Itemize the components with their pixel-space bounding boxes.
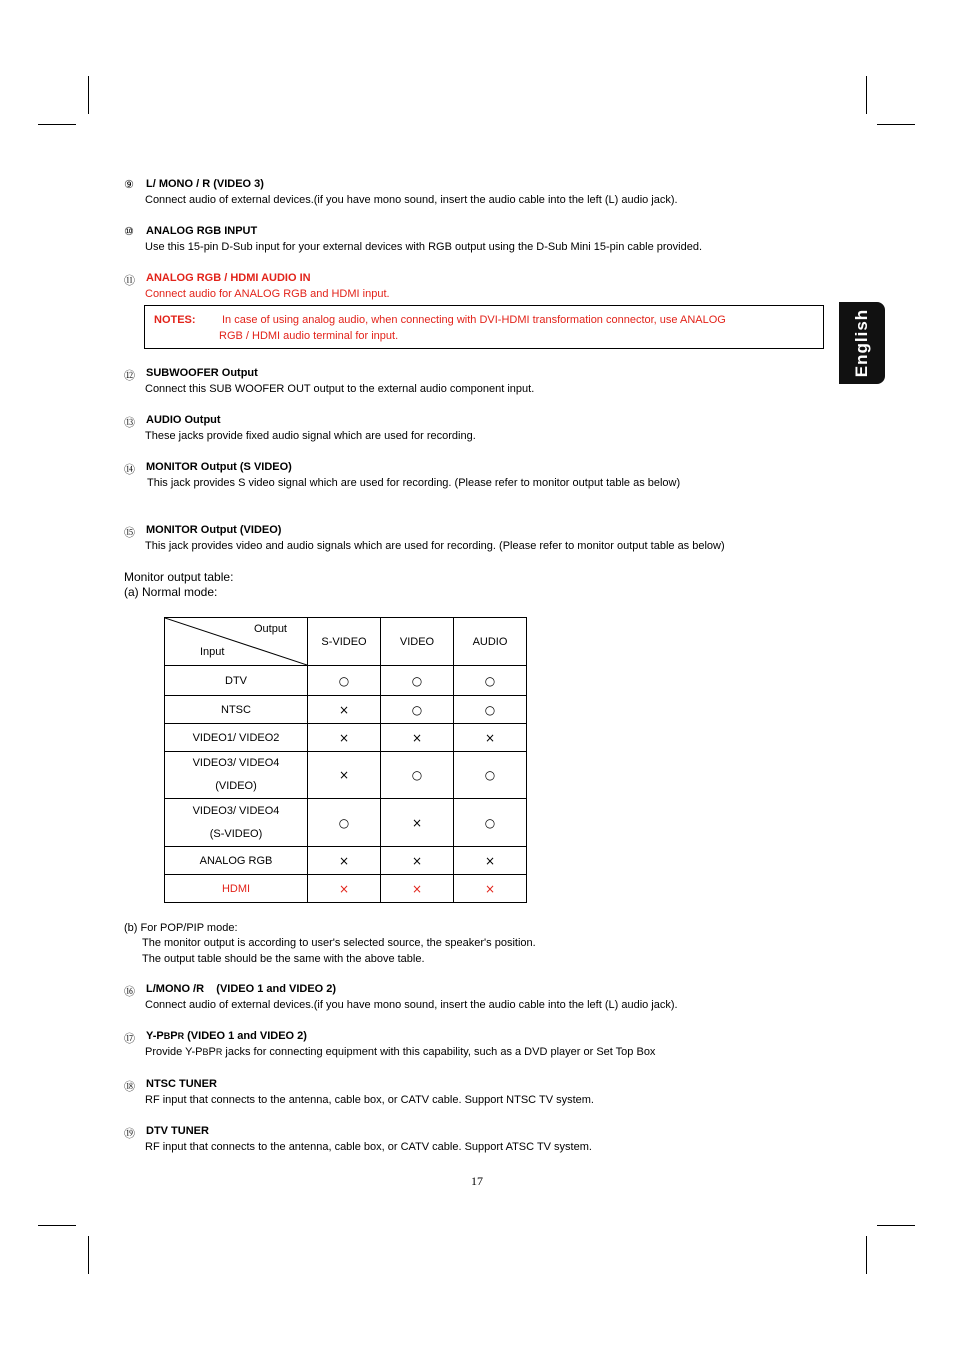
section-desc: Connect audio for ANALOG RGB and HDMI input. — [145, 288, 390, 300]
section-title: L/ MONO / R (VIDEO 3) — [146, 178, 264, 190]
cell-value: × — [381, 724, 454, 752]
notes-label: NOTES: — [154, 314, 196, 326]
section-desc: Connect this SUB WOOFER OUT output to the external audio component input. — [145, 383, 535, 395]
row-label: DTV — [165, 666, 308, 696]
table-row — [165, 724, 527, 752]
section-desc: This jack provides S video signal which are used for recording. (Please refer to monitor output table as below) — [147, 477, 681, 489]
crop-mark — [877, 1225, 915, 1226]
crop-mark — [866, 1236, 867, 1274]
row-label: NTSC — [165, 696, 308, 724]
section-desc: RF input that connects to the antenna, cable box, or CATV cable. Support ATSC TV system. — [145, 1141, 592, 1153]
column-header: VIDEO — [381, 618, 454, 666]
section-desc: These jacks provide fixed audio signal which are used for recording. — [145, 430, 476, 442]
column-header: AUDIO — [454, 618, 527, 666]
row-label: VIDEO1/ VIDEO2 — [165, 724, 308, 752]
cell-value: × — [308, 724, 381, 752]
table-row — [165, 752, 527, 799]
cell-value: ○ — [454, 799, 527, 847]
crop-mark — [88, 76, 89, 114]
table-row — [165, 875, 527, 903]
notes-text: RGB / HDMI audio terminal for input. — [219, 330, 399, 342]
table-row — [165, 799, 527, 847]
table-row — [165, 666, 527, 696]
row-label: VIDEO3/ VIDEO4 (S-VIDEO) — [165, 799, 308, 847]
page-number: 17 — [471, 1174, 483, 1188]
notes-box — [144, 305, 824, 349]
crop-mark — [88, 1236, 89, 1274]
crop-mark — [866, 76, 867, 114]
section-desc: Use this 15-pin D-Sub input for your external devices with RGB output using the D-Sub Mini 15-pin cable provided. — [145, 241, 703, 253]
cell-value: ○ — [454, 752, 527, 799]
section-desc: Connect audio of external devices.(if you have mono sound, insert the audio cable into the left (L) audio jack). — [145, 999, 678, 1011]
cell-value: × — [381, 875, 454, 903]
corner-cell — [165, 618, 308, 666]
pop-mode-label: (b) For POP/PIP mode: — [124, 922, 238, 934]
column-header: S-VIDEO — [308, 618, 381, 666]
cell-value: ○ — [308, 799, 381, 847]
cell-value: × — [454, 875, 527, 903]
cell-value: ○ — [381, 666, 454, 696]
cell-value: ○ — [308, 666, 381, 696]
section-title: AUDIO Output — [146, 414, 221, 426]
cell-value: × — [454, 847, 527, 875]
notes-text: In case of using analog audio, when connecting with DVI-HDMI transformation connector, use ANALOG — [222, 314, 726, 326]
cell-value: × — [308, 752, 381, 799]
section-title: NTSC TUNER — [146, 1078, 217, 1090]
section-title: MONITOR Output (VIDEO) — [146, 524, 282, 536]
cell-value: ○ — [381, 696, 454, 724]
normal-mode-label: (a) Normal mode: — [124, 585, 218, 599]
section-title: DTV TUNER — [146, 1125, 209, 1137]
section-title: ANALOG RGB INPUT — [146, 225, 258, 237]
section-desc: Provide Y-PBPR jacks for connecting equipment with this capability, such as a DVD player or Set Top Box — [145, 1046, 656, 1058]
row-label: ANALOG RGB — [165, 847, 308, 875]
section-desc: Connect audio of external devices.(if you have mono sound, insert the audio cable into the left (L) audio jack). — [145, 194, 678, 206]
cell-value: × — [308, 875, 381, 903]
cell-value: × — [454, 724, 527, 752]
crop-mark — [38, 1225, 76, 1226]
crop-mark — [38, 124, 76, 125]
language-tab: English — [839, 302, 885, 384]
section-title: Y-PBPR (VIDEO 1 and VIDEO 2) — [146, 1030, 307, 1042]
cell-value: × — [308, 847, 381, 875]
crop-mark — [877, 124, 915, 125]
cell-value: ○ — [381, 752, 454, 799]
row-label: VIDEO3/ VIDEO4 (VIDEO) — [165, 752, 308, 799]
corner-input-label: Input — [200, 646, 225, 658]
section-title: L/MONO /R (VIDEO 1 and VIDEO 2) — [146, 983, 337, 995]
pop-mode-text: The monitor output is according to user's selected source, the speaker's position. — [142, 937, 536, 949]
monitor-heading: Monitor output table: — [124, 570, 234, 584]
table-row — [165, 696, 527, 724]
table-row — [165, 847, 527, 875]
cell-value: × — [381, 847, 454, 875]
corner-output-label: Output — [253, 623, 287, 635]
section-desc: RF input that connects to the antenna, cable box, or CATV cable. Support NTSC TV system. — [145, 1094, 594, 1106]
cell-value: × — [308, 696, 381, 724]
section-title: ANALOG RGB / HDMI AUDIO IN — [146, 272, 311, 284]
row-label: HDMI — [165, 875, 308, 903]
monitor-output-table — [164, 617, 527, 903]
cell-value: ○ — [454, 666, 527, 696]
section-desc: This jack provides video and audio signals which are used for recording. (Please refer to monitor output table as below) — [145, 540, 725, 552]
cell-value: × — [381, 799, 454, 847]
cell-value: ○ — [454, 696, 527, 724]
section-title: SUBWOOFER Output — [146, 367, 258, 379]
pop-mode-text: The output table should be the same with the above table. — [142, 953, 425, 965]
section-title: MONITOR Output (S VIDEO) — [146, 461, 292, 473]
